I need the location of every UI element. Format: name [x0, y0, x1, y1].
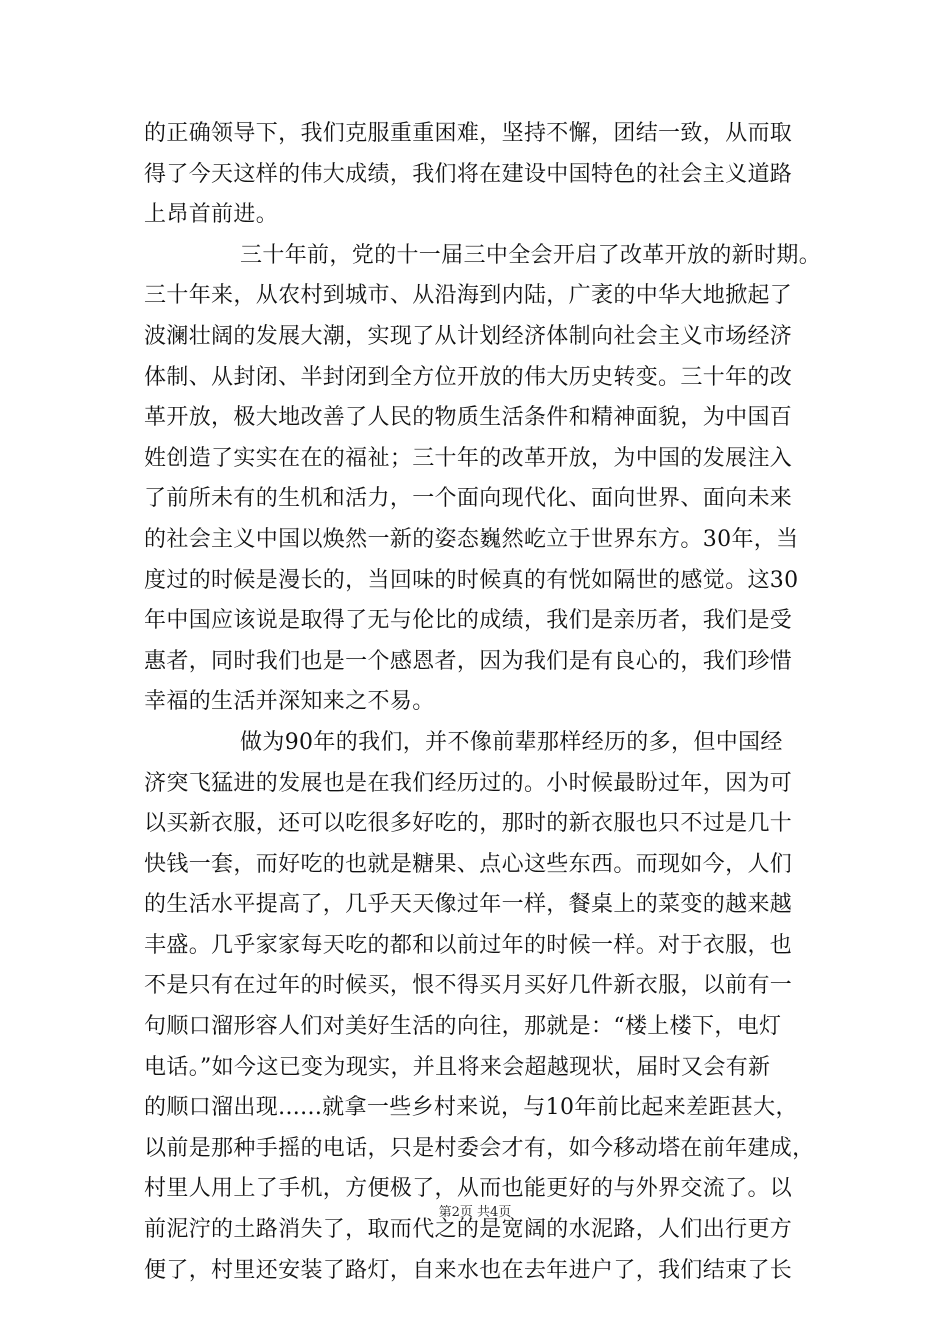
text-line: 了前所未有的生机和活力，一个面向现代化、面向世界、面向未来 — [144, 486, 793, 512]
text-line: 快钱一套，而好吃的也就是糖果、点心这些东西。而现如今，人们 — [144, 851, 793, 877]
text-line: 波澜壮阔的发展大潮，实现了从计划经济体制向社会主义市场经济 — [144, 323, 793, 349]
text-line: 度过的时候是漫长的，当回味的时候真的有恍如隔世的感觉。这30 — [144, 567, 799, 593]
text-line: 姓创造了实实在在的福祉；三十年的改革开放，为中国的发展注入 — [144, 445, 793, 471]
text-line: 前泥泞的土路消失了，取而代之的是宽阔的水泥路，人们出行更方 — [144, 1217, 793, 1243]
text-line: 惠者，同时我们也是一个感恩者，因为我们是有良心的，我们珍惜 — [144, 648, 793, 674]
text-line: 革开放，极大地改善了人民的物质生活条件和精神面貌，为中国百 — [144, 405, 793, 431]
text-line: 的生活水平提高了，几乎天天像过年一样，餐桌上的菜变的越来越 — [144, 892, 793, 918]
text-line: 句顺口溜形容人们对美好生活的向往，那就是：“楼上楼下，电灯 — [144, 1014, 782, 1040]
text-line: 村里人用上了手机，方便极了，从而也能更好的与外界交流了。以 — [144, 1176, 793, 1202]
text-line: 年中国应该说是取得了无与伦比的成绩，我们是亲历者，我们是受 — [144, 608, 793, 634]
body-text — [144, 114, 824, 1291]
text-line: 的正确领导下，我们克服重重困难，坚持不懈，团结一致，从而取 — [144, 121, 793, 146]
text-line: 电话。”如今这已变为现实，并且将来会超越现状，届时又会有新 — [144, 1054, 771, 1080]
text-line: 的顺口溜出现......就拿一些乡村来说，与10年前比起来差距甚大， — [144, 1095, 798, 1121]
text-line: 便了，村里还安装了路灯，自来水也在去年进户了，我们结束了长 — [144, 1257, 793, 1283]
text-line: 的社会主义中国以焕然一新的姿态巍然屹立于世界东方。30年，当 — [144, 526, 799, 552]
text-line: 以前是那种手摇的电话，只是村委会才有，如今移动塔在前年建成， — [144, 1135, 815, 1161]
paragraph-start-line: 做为90年的我们，并不像前辈那样经历的多，但中国经 — [240, 729, 783, 755]
text-line: 幸福的生活并深知来之不易。 — [144, 689, 435, 715]
paragraph-start-line: 三十年前，党的十一届三中全会开启了改革开放的新时期。 — [240, 242, 822, 268]
text-line: 不是只有在过年的时候买，恨不得买月买好几件新衣服，以前有一 — [144, 973, 793, 999]
text-line: 丰盛。几乎家家每天吃的都和以前过年的时候一样。对于衣服，也 — [144, 932, 793, 958]
text-line: 体制、从封闭、半封闭到全方位开放的伟大历史转变。三十年的改 — [144, 364, 793, 390]
text-line: 三十年来，从农村到城市、从沿海到内陆，广袤的中华大地掀起了 — [144, 283, 793, 309]
text-line: 得了今天这样的伟大成绩，我们将在建设中国特色的社会主义道路 — [144, 161, 793, 187]
text-line: 济突飞猛进的发展也是在我们经历过的。小时候最盼过年，因为可 — [144, 770, 793, 796]
text-line: 上昂首前进。 — [144, 202, 279, 228]
text-line: 以买新衣服，还可以吃很多好吃的，那时的新衣服也只不过是几十 — [144, 811, 793, 837]
page-number-footer: 第2页 共4页 — [438, 1205, 512, 1220]
